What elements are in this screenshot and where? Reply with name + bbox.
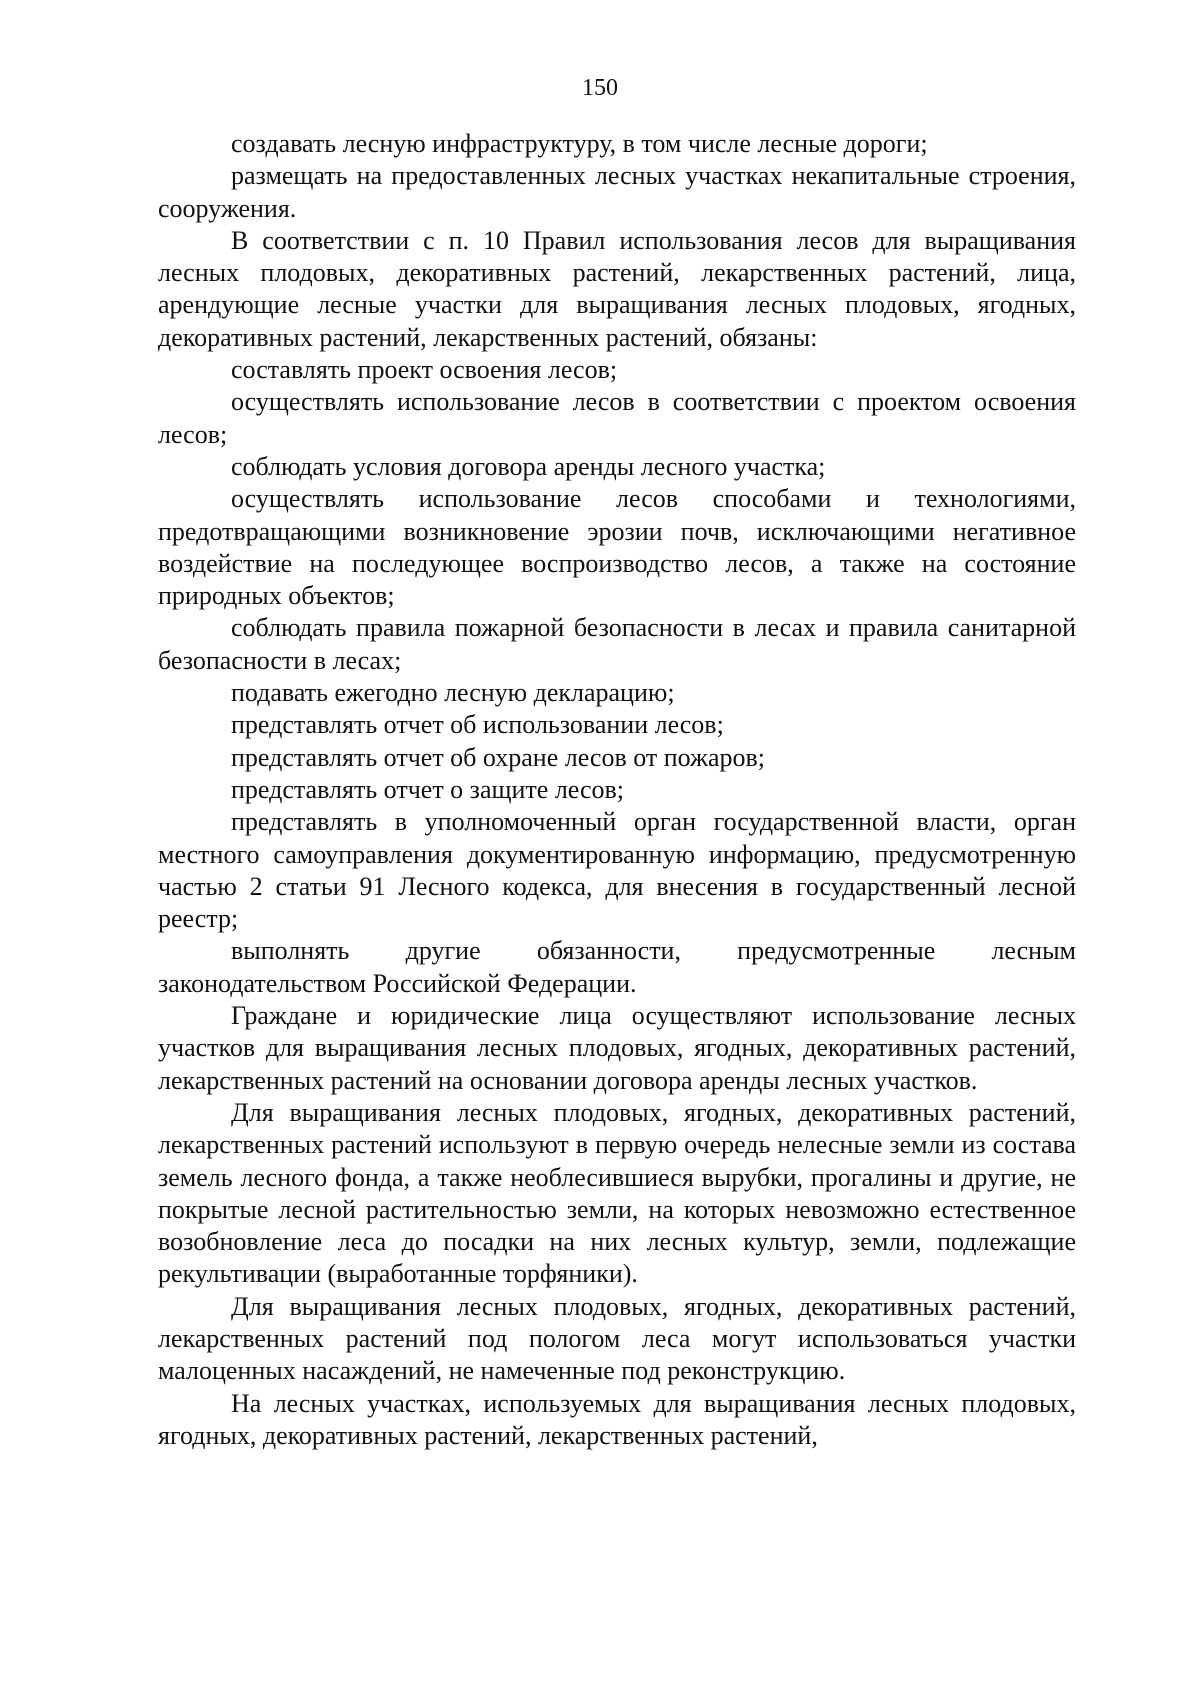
paragraph-forest-protection-report: представлять отчет о защите лесов; [231,774,625,804]
paragraph-under-canopy: Для выращивания лесных плодовых, ягодных, декоративных растений, лекарственных растений под пологом леса могут использоваться участки малоценных насаждений, не намеченные под реконструкцию. [158,1291,1076,1386]
paragraph-erosion-prevention: осуществлять использование лесов способами и технологиями, предотвращающими возникновение эрозии почв, исключающими негативное воздействие на последующее воспроизводство лесов, а также на состояние природных объектов; [158,484,1076,611]
paragraph-non-forest-lands: Для выращивания лесных плодовых, ягодных, декоративных растений, лекарственных растений используют в первую очередь нелесные земли из состава земель лесного фонда, а также необлесившиеся вырубки, прогалины и другие, не покрытые лесной растительностью земли, на которых невозможно естественное возобновление леса до посадки на них лесных культур, земли, подлежащие рекультивации (выработанные торфяники). [158,1097,1076,1289]
paragraph-forest-declaration: подавать ежегодно лесную декларацию; [231,678,675,708]
paragraph-other-obligations: выполнять другие обязанности, предусмотренные лесным законодательством Российской Федерации. [158,936,1076,998]
paragraph-rules-clause-10: В соответствии с п. 10 Правил использования лесов для выращивания лесных плодовых, декоративных растений, лекарственных растений, лица, арендующие лесные участки для выращивания лесных плодовых, ягодных, декоративных растений, лекарственных растений, обязаны: [158,225,1076,352]
paragraph-infrastructure: создавать лесную инфраструктуру, в том числе лесные дороги; [231,129,928,158]
paragraph-development-project: составлять проект освоения лесов; [231,355,618,385]
page-number: 150 [582,75,618,101]
paragraph-citizens-lease: Граждане и юридические лица осуществляют использование лесных участков для выращивания лесных плодовых, ягодных, декоративных растений, лекарственных растений на основании договора аренды лесных участков. [158,1001,1076,1095]
paragraph-forest-plots-continued: На лесных участках, используемых для выращивания лесных плодовых, ягодных, декоративных растений, лекарственных растений, [158,1388,1076,1450]
document-body [158,128,1076,1452]
paragraph-usage-report: представлять отчет об использовании лесов; [231,710,724,740]
paragraph-non-capital-structures: размещать на предоставленных лесных участках некапитальные строения, сооружения. [158,161,1076,223]
paragraph-use-per-project: осуществлять использование лесов в соответствии с проектом освоения лесов; [158,387,1076,449]
paragraph-fire-protection-report: представлять отчет об охране лесов от пожаров; [231,742,766,772]
paragraph-lease-terms: соблюдать условия договора аренды лесного участка; [231,451,826,481]
paragraph-state-register-info: представлять в уполномоченный орган государственной власти, орган местного самоуправления документированную информацию, предусмотренную частью 2 статьи 91 Лесного кодекса, для внесения в государственный лесной реестр; [158,807,1076,934]
paragraph-fire-safety: соблюдать правила пожарной безопасности в лесах и правила санитарной безопасности в лесах; [158,613,1076,675]
